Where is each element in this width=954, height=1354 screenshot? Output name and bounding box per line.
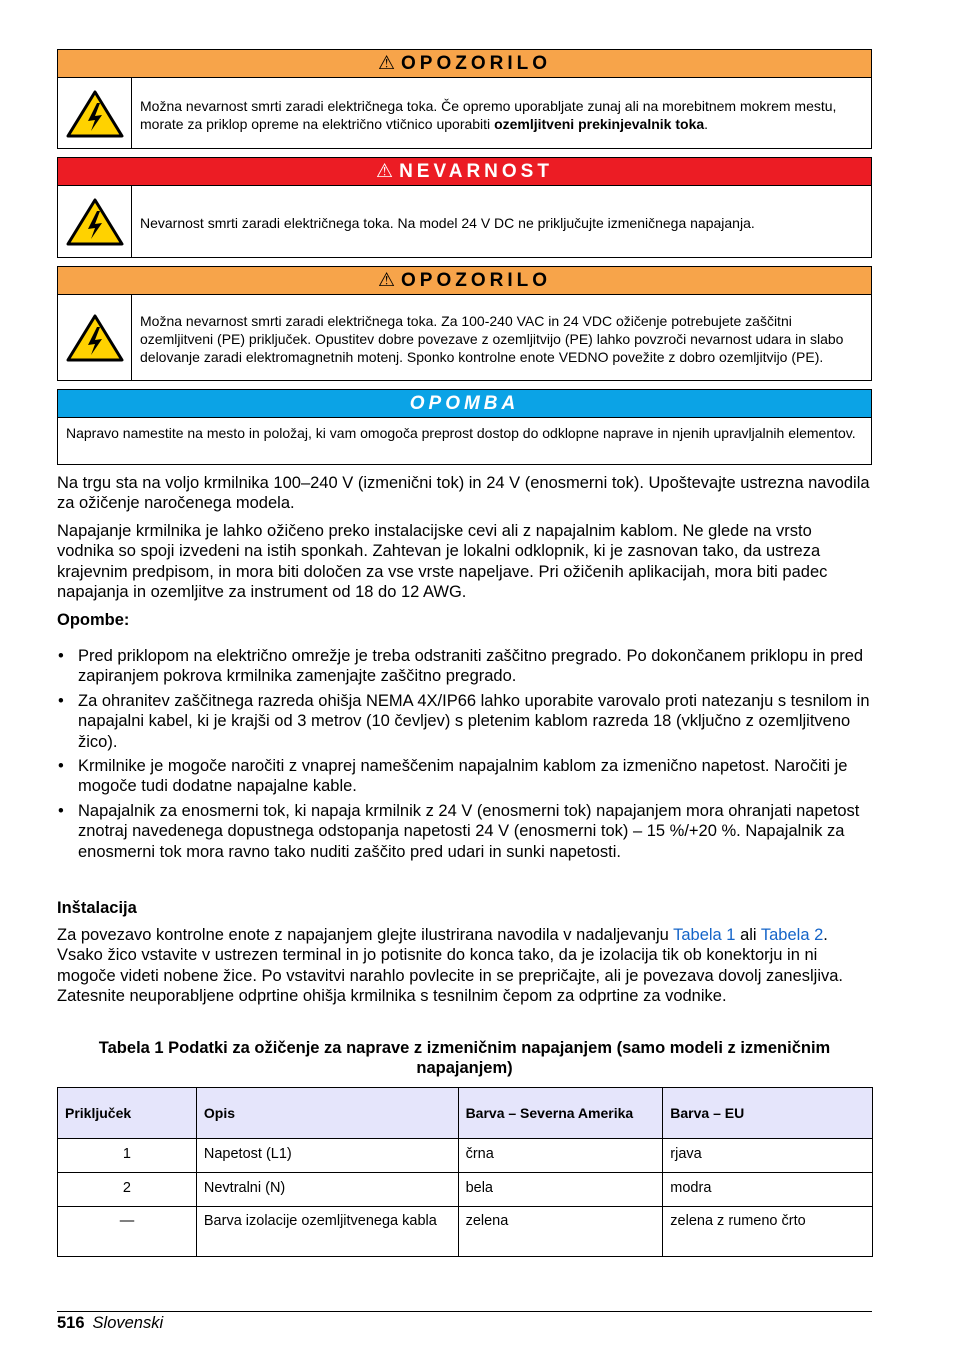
table-cell: zelena — [458, 1207, 663, 1257]
bullet-icon: • — [58, 801, 64, 820]
list-item: • Za ohranitev zaščitnega razreda ohišja NEMA 4X/IP66 lahko uporabite varovalo proti natezanju s tesnilom in napajalni kabel, ki je krajši od 3 metrov (10 čevljev) s pletenim kablom razreda 18 (vključno z ozemljitveno žico). — [58, 691, 870, 751]
electric-hazard-icon — [58, 295, 132, 381]
note-header: OPOMBA — [58, 390, 871, 418]
bullet-icon: • — [58, 647, 64, 665]
note-box — [57, 389, 872, 465]
table-cell: zelena z rumeno črto — [663, 1207, 873, 1257]
table-2-link[interactable]: Tabela 2 — [760, 926, 824, 944]
table-row — [58, 1207, 873, 1257]
table-cell: Nevtralni (N) — [196, 1173, 458, 1207]
warning-message: Možna nevarnost smrti zaradi električnega toka. Če opremo uporabljate zunaj ali na morebitnem mokrem mestu, morate za priklop opreme na električno vtičnico uporabiti ozemljitveni prekinjevalnik toka. — [140, 97, 837, 132]
danger-box — [57, 157, 872, 258]
table-row — [58, 1173, 873, 1207]
page-footer — [57, 1313, 163, 1333]
paragraph-1: Na trgu sta na voljo krmilnika 100–240 V (izmenični tok) in 24 V (enosmerni tok). Upoštevajte ustrezna navodila za ožičenje naročenega modela. — [57, 474, 870, 513]
table-cell: Napetost (L1) — [196, 1139, 458, 1173]
installation-paragraph: Za povezavo kontrolne enote z napajanjem glejte ilustrirana navodila v nadaljevanju Tabela 1 ali Tabela 2. Vsako žico vstavite v ustrezen terminal in jo potisnite do konca tako, da je izolacija tik ob konektorju in ni mogoče videti nobene žice. Po vstavitvi narahlo povlecite in se prepričajte, ali je povezava dovolj zanesljiva. Zatesnite neuporabljene odprtine ohišja krmilnika s tesnilnim čepom za odprtine za vodnike. — [57, 926, 844, 1006]
warning-message: Možna nevarnost smrti zaradi električnega toka. Za 100-240 VAC in 24 VDC ožičenje potrebujete zaščitni ozemljitveni (PE) priključek. Opustitev dobre povezave z ozemljitvijo (PE) lahko povzroči nevarnost udara in slabo delovanje zaradi elektromagnetnih motenj. Sponko kontrolne enote VEDNO povežite z dobro ozemljitvijo (PE). — [140, 313, 844, 365]
list-item: • Napajalnik za enosmerni tok, ki napaja krmilnik z 24 V (enosmerni tok) napajanjem mora ohranjati napetost znotraj navedenega dopustnega odstopanja napetosti 24 V (enosmerni tok) – 15 %/+20 %. Napajalnik za enosmerni tok mora ravno tako nuditi zaščito pred udari in sunki napetosti. — [58, 801, 860, 861]
page-number: 516 — [57, 1314, 85, 1332]
bullet-icon: • — [58, 757, 64, 776]
table-1-link[interactable]: Tabela 1 — [673, 926, 736, 944]
footer-divider — [57, 1311, 872, 1312]
table-cell: modra — [663, 1173, 873, 1207]
table-row — [58, 1139, 873, 1173]
table-cell: — — [58, 1207, 197, 1257]
wiring-table — [57, 1087, 873, 1257]
table-caption: Tabela 1 Podatki za ožičenje za naprave z izmeničnim napajanjem (samo modeli z izmeničnim napajanjem) — [98, 1039, 831, 1078]
danger-header: ⚠ NEVARNOST — [58, 158, 871, 186]
column-header: Opis — [196, 1088, 458, 1139]
alert-triangle-icon: ⚠ — [377, 270, 396, 291]
electric-hazard-icon — [58, 186, 132, 258]
table-cell: bela — [458, 1173, 663, 1207]
warning-header: ⚠ OPOZORILO — [58, 50, 871, 78]
installation-heading: Inštalacija — [57, 899, 137, 917]
table-cell: Barva izolacije ozemljitvenega kabla — [196, 1207, 458, 1257]
list-item: • Krmilnike je mogoče naročiti z vnaprej nameščenim napajalnim kablom za izmenično napetost. Naročiti je mogoče tudi dodatne napajalne kable. — [58, 757, 848, 796]
table-cell: 2 — [58, 1173, 197, 1207]
notes-heading: Opombe: — [57, 611, 130, 629]
column-header: Barva – Severna Amerika — [458, 1088, 663, 1139]
paragraph-2: Napajanje krmilnika je lahko ožičeno preko instalacijske cevi ali z napajalnim kablom. Ne glede na vrsto vodnika so spoji izvedeni na istih sponkah. Zahtevan je lokalni odklopnik, ki je zasnovan tako, da ustreza krajevnim predpisom, in mora biti določen za vse vrste napeljave. Pri ožičenih aplikacijah, mora biti padec napajanja in ozemljitve za instrument od 18 do 12 AWG. — [57, 522, 828, 602]
table-header-row — [58, 1088, 873, 1139]
table-cell: črna — [458, 1139, 663, 1173]
alert-triangle-icon: ⚠ — [376, 161, 394, 182]
danger-message: Nevarnost smrti zaradi električnega toka. Na model 24 V DC ne priključujte izmeničnega napajanja. — [140, 215, 755, 231]
footer-language: Slovenski — [92, 1314, 164, 1332]
bullet-icon: • — [58, 691, 64, 710]
note-message: Napravo namestite na mesto in položaj, ki vam omogoča preprost dostop do odklopne naprave in njenih upravljalnih elementov. — [66, 425, 856, 441]
warning-header: ⚠ OPOZORILO — [58, 267, 871, 295]
table-cell: 1 — [58, 1139, 197, 1173]
column-header: Priključek — [58, 1088, 197, 1139]
column-header: Barva – EU — [663, 1088, 873, 1139]
electric-hazard-icon — [58, 78, 132, 149]
warning-box-2 — [57, 266, 872, 381]
warning-box-1 — [57, 49, 872, 149]
table-cell: rjava — [663, 1139, 873, 1173]
list-item: • Pred priklopom na električno omrežje je treba odstraniti zaščitno pregrado. Po dokončanem priklopu in pred zapiranjem pokrova krmilnika zamenjajte zaščitno pregrado. — [58, 647, 864, 686]
alert-triangle-icon: ⚠ — [377, 53, 396, 74]
notes-list — [57, 646, 872, 866]
